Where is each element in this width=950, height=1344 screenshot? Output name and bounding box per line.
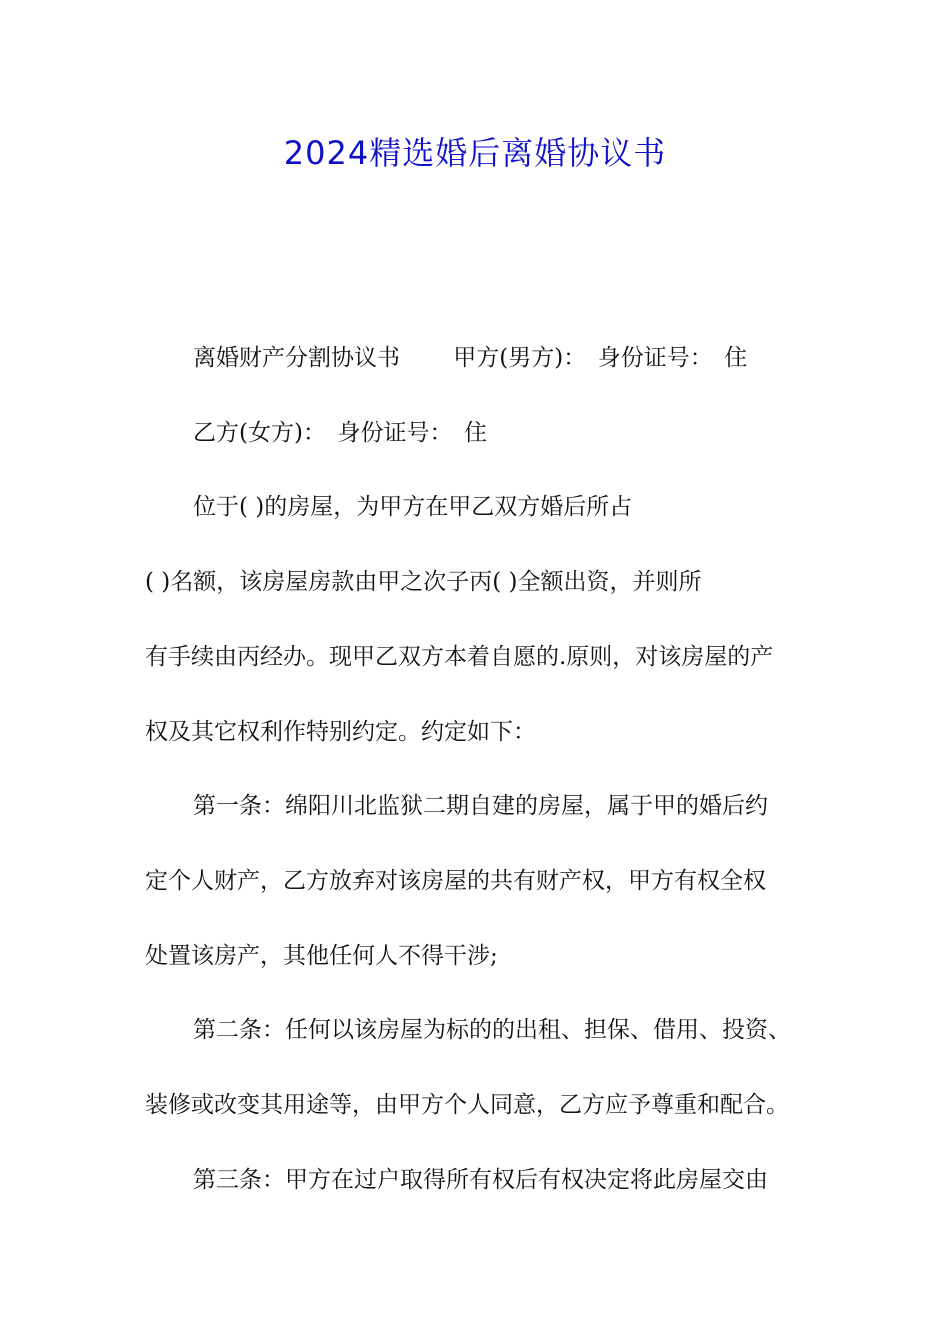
paragraph-line-4: ( )名额，该房屋房款由甲之次子丙( )全额出资，并则所 bbox=[145, 569, 702, 595]
paragraph-line-2: 乙方(女方)： 身份证号： 住 bbox=[193, 420, 487, 446]
paragraph-line-1: 离婚财产分割协议书 甲方(男方)： 身份证号： 住 bbox=[193, 345, 748, 371]
paragraph-line-10: 第二条：任何以该房屋为标的的出租、担保、借用、投资、 bbox=[193, 1017, 791, 1043]
paragraph-line-12: 第三条：甲方在过户取得所有权后有权决定将此房屋交由 bbox=[193, 1167, 768, 1193]
paragraph-line-3: 位于( )的房屋，为甲方在甲乙双方婚后所占 bbox=[193, 494, 633, 520]
paragraph-line-8: 定个人财产，乙方放弃对该房屋的共有财产权，甲方有权全权 bbox=[145, 868, 766, 894]
paragraph-line-7: 第一条：绵阳川北监狱二期自建的房屋，属于甲的婚后约 bbox=[193, 793, 768, 819]
paragraph-line-6: 权及其它权利作特别约定。约定如下： bbox=[145, 719, 536, 745]
paragraph-line-5: 有手续由丙经办。现甲乙双方本着自愿的.原则，对该房屋的产 bbox=[145, 644, 774, 670]
paragraph-line-11: 装修或改变其用途等，由甲方个人同意，乙方应予尊重和配合。 bbox=[145, 1092, 789, 1118]
paragraph-line-9: 处置该房产，其他任何人不得干涉; bbox=[145, 943, 498, 969]
document-title: 2024精选婚后离婚协议书 bbox=[283, 134, 667, 172]
